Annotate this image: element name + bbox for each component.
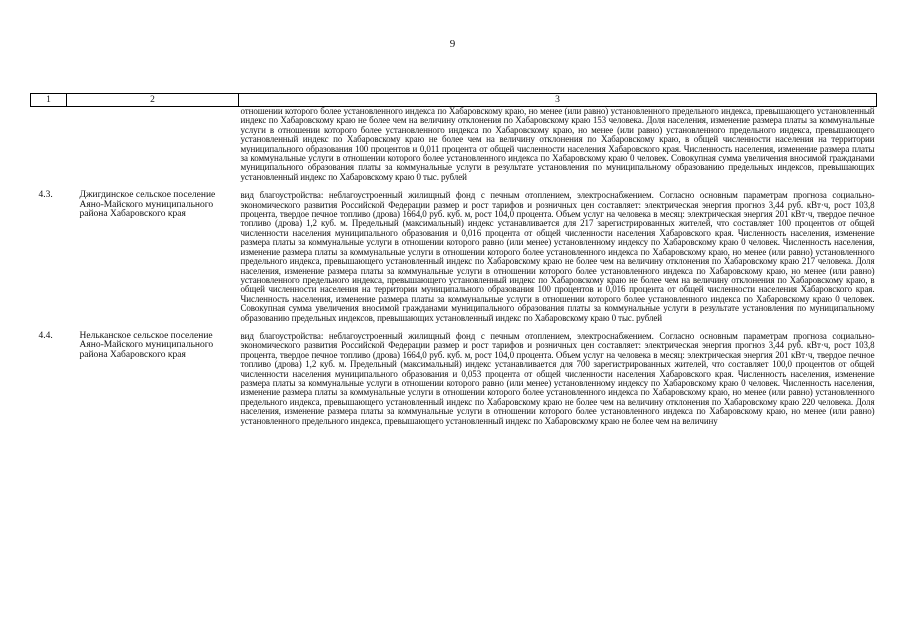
header-col-1: 1 <box>31 94 67 107</box>
row-number <box>31 107 67 183</box>
table-row <box>31 107 877 183</box>
header-col-2: 2 <box>67 94 239 107</box>
page-number: 9 <box>449 38 456 50</box>
table-header-row <box>31 94 877 107</box>
settlement-name: Нельканское сельское поселение Аяно-Майского муниципального района Хабаровского края <box>79 330 214 360</box>
row-description: отношении которого более установленного индекса по Хабаровскому краю, но менее (или равно) установленного предельного индекса, превышающего установленный индекс по Хабаровскому краю не более чем на величину отклонения по Хабаровскому краю 153 человека. Доля населения, изменение размера платы за коммунальные услуги в отношении которого более установленного индекса по Хабаровскому краю, но менее (или равно) установленного предельного индекса, превышающего установленный индекс по Хабаровскому краю не более чем на величину отклонения по Хабаровскому краю, в общей численности населения на территории муниципального образования 100 процентов и 0,011 процента от общей численности населения Хабаровского края. Численность населения, изменение размера платы за коммунальные услуги в отношении которого более установленного индекса по Хабаровскому краю 0 человек. Совокупная сумма увеличения вносимой гражданами муниципального образования платы за коммунальные услуги в результате установления по муниципальному образованию предельных индексов, превышающих установленный индекс по Хабаровскому краю 0 тыс. рублей <box>240 106 875 182</box>
table-row <box>31 191 877 323</box>
settlement-name <box>67 107 239 183</box>
settlement-name: Джигдинское сельское поселение Аяно-Майского муниципального района Хабаровского края <box>79 190 216 220</box>
row-description: вид благоустройства: неблагоустроенный жилищный фонд с печным отоплением, электроснабжением. Согласно основным параметрам прогноза социально-экономического развития Российской Федерации размер и рост тарифов и розничных цен составляет: электрическая энергия прогноз 3,44 руб. кВт·ч, рост 103,8 процента, твердое печное топливо (дрова) 1664,0 руб. куб. м, рост 104,0 процента. Объем услуг на человека в месяц: электрическая энергия 201 кВт·ч, твердое печное топливо (дрова) 1,2 куб. м. Предельный (максимальный) индекс устанавливается для 700 зарегистрированных жителей, что составляет 100,0 процентов от общей численности населения муниципального образования и 0,053 процента от общей численности населения Хабаровского края. Численность населения, изменение размера платы за коммунальные услуги в отношении которого равно (или менее) установленному индексу по Хабаровскому краю 0 человек. Численность населения, изменение размера платы за коммунальные услуги в отношении которого более установленного индекса по Хабаровскому краю, но менее (или равно) установленного предельного индекса, превышающего установленный индекс по Хабаровскому краю не более чем на величину отклонения по Хабаровскому краю 220 человека. Доля населения, изменение размера платы за коммунальные услуги в отношении которого более установленного индекса по Хабаровскому краю, но менее (или равно) установленного предельного индекса, превышающего установленный индекс по Хабаровскому краю не более чем на величину <box>240 330 875 426</box>
header-col-3: 3 <box>239 94 877 107</box>
row-number: 4.3. <box>38 190 53 201</box>
index-table <box>30 93 877 426</box>
row-description: вид благоустройства: неблагоустроенный жилищный фонд с печным отоплением, электроснабжением. Согласно основным параметрам прогноза социально-экономического развития Российской Федерации размер и рост тарифов и розничных цен составляет: электрическая энергия прогноз 3,44 руб. кВт·ч, рост 103,8 процента, твердое печное топливо (дрова) 1664,0 руб. куб. м, рост 104,0 процента. Объем услуг на человека в месяц: электрическая энергия 201 кВт·ч, твердое печное топливо (дрова) 1,2 куб. м. Предельный (максимальный) индекс устанавливается для 217 зарегистрированных жителей, что составляет 100 процентов от общей численности населения муниципального образования и 0,016 процента от общей численности населения Хабаровского края. Численность населения, изменение размера платы за коммунальные услуги в отношении которого равно (или менее) установленному индексу по Хабаровскому краю 0 человек. Численность населения, изменение размера платы за коммунальные услуги в отношении которого более установленного индекса по Хабаровскому краю, но менее (или равно) установленного предельного индекса, превышающего установленный индекс по Хабаровскому краю не более чем на величину отклонения по Хабаровскому краю 217 человека. Доля населения, изменение размера платы за коммунальные услуги в отношении которого более установленного индекса по Хабаровскому краю, но менее (или равно) установленного предельного индекса, превышающего установленный индекс по Хабаровскому краю не более чем на величину отклонения по Хабаровскому краю, в общей численности населения на территории муниципального образования 100 процентов и 0,016 процента от общей численности населения Хабаровского края. Численность населения, изменение размера платы за коммунальные услуги в отношении которого более установленного индекса по Хабаровскому краю 0 человек. Совокупная сумма увеличения вносимой гражданами муниципального образования платы за коммунальные услуги в результате установления по муниципальному образованию предельных индексов, превышающих установленный индекс по Хабаровскому краю 0 тыс. рублей <box>240 190 875 323</box>
table-row <box>31 332 877 426</box>
row-number: 4.4. <box>38 330 53 341</box>
